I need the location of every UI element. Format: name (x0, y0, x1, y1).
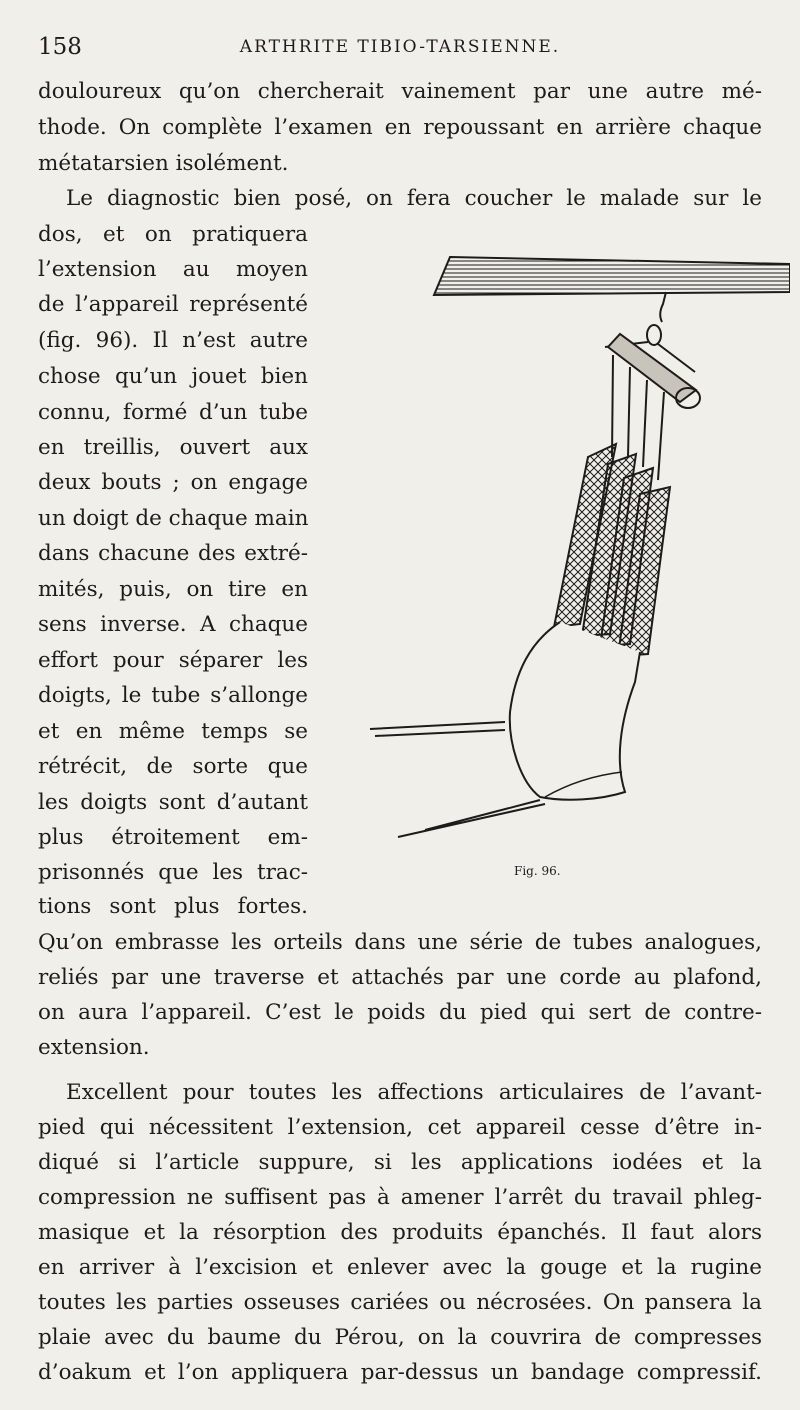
text-line: sens inverse. A chaque (38, 612, 308, 637)
text-line: et en même temps se (38, 719, 308, 744)
foot (510, 622, 640, 800)
text-line: d’oakum et l’on appliquera par-dessus un bandage compressif. (38, 1360, 762, 1385)
text-line: de l’appareil représenté (38, 292, 308, 317)
text-line: prisonnés que les trac- (38, 860, 308, 885)
chain-link (647, 325, 661, 345)
text-line: dos, et on pratiquera (38, 222, 308, 247)
ceiling-board (434, 257, 790, 295)
text-line: masique et la résorption des produits épanchés. Il faut alors (38, 1220, 762, 1245)
text-line: diqué si l’article suppure, si les applications iodées et la (38, 1150, 762, 1175)
text-line: en treillis, ouvert aux (38, 435, 308, 460)
text-line: on aura l’appareil. C’est le poids du pied qui sert de contre- (38, 1000, 762, 1025)
text-line: extension. (38, 1035, 150, 1060)
hook (660, 292, 666, 322)
text-line: Le diagnostic bien posé, on fera coucher le malade sur le (66, 186, 762, 211)
text-line: l’extension au moyen (38, 257, 308, 282)
text-line: pied qui nécessitent l’extension, cet appareil cesse d’être in- (38, 1115, 762, 1140)
text-line: dans chacune des extré- (38, 541, 308, 566)
text-line: rétrécit, de sorte que (38, 754, 308, 779)
text-line: en arriver à l’excision et enlever avec la gouge et la rugine (38, 1255, 762, 1280)
figure-caption: Fig. 96. (514, 864, 561, 878)
text-line: thode. On complète l’examen en repoussant en arrière chaque (38, 115, 762, 140)
text-line: Excellent pour toutes les affections articulaires de l’avant- (66, 1080, 762, 1105)
text-line: chose qu’un jouet bien (38, 364, 308, 389)
text-line: douloureux qu’on chercherait vainement par une autre mé- (38, 79, 762, 104)
page-number: 158 (38, 34, 82, 60)
text-line: plus étroitement em- (38, 825, 308, 850)
figure-96-illustration (330, 252, 790, 852)
text-line: métatarsien isolément. (38, 151, 289, 176)
text-line: tions sont plus fortes. (38, 894, 308, 919)
text-line: un doigt de chaque main (38, 506, 309, 531)
text-line: les doigts sont d’autant (38, 790, 308, 815)
text-line: Qu’on embrasse les orteils dans une série de tubes analogues, (38, 930, 762, 955)
text-line: effort pour séparer les (38, 648, 308, 673)
text-line: toutes les parties osseuses cariées ou nécrosées. On pansera la (38, 1290, 762, 1315)
text-line: connu, formé d’un tube (38, 400, 308, 425)
text-line: (fig. 96). Il n’est autre (38, 328, 308, 353)
text-line: compression ne suffisent pas à amener l’arrêt du travail phleg- (38, 1185, 762, 1210)
page-header (38, 34, 762, 70)
text-line: doigts, le tube s’allonge (38, 683, 308, 708)
text-line: mités, puis, on tire en (38, 577, 308, 602)
running-title: ARTHRITE TIBIO-TARSIENNE. (239, 37, 561, 57)
text-line: plaie avec du baume du Pérou, on la couvrira de compresses (38, 1325, 762, 1350)
text-line: reliés par une traverse et attachés par une corde au plafond, (38, 965, 762, 990)
text-line: deux bouts ; on engage (38, 470, 308, 495)
